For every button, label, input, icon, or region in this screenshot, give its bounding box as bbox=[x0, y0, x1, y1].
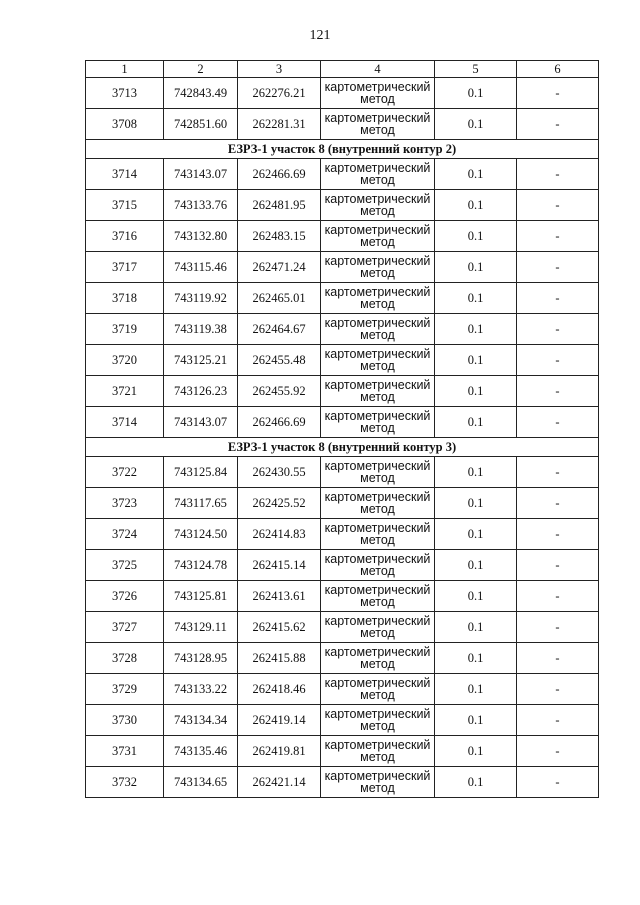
method-cell bbox=[321, 252, 435, 283]
point-number-cell: 3729 bbox=[86, 674, 164, 705]
table-row bbox=[86, 550, 599, 581]
method-line-1: картометрический bbox=[324, 191, 431, 206]
accuracy-cell: 0.1 bbox=[435, 643, 517, 674]
method-line-1: картометрический bbox=[324, 675, 431, 690]
accuracy-cell: 0.1 bbox=[435, 283, 517, 314]
column-header: 6 bbox=[517, 61, 599, 78]
y-coordinate-cell: 262483.15 bbox=[238, 221, 321, 252]
method-line-1: картометрический bbox=[324, 222, 431, 237]
method-line-1: картометрический bbox=[324, 346, 431, 361]
x-coordinate-cell: 743124.50 bbox=[164, 519, 238, 550]
table-row bbox=[86, 705, 599, 736]
method-line-2: метод bbox=[360, 595, 395, 609]
coordinates-table-body bbox=[86, 61, 599, 798]
point-number-cell: 3722 bbox=[86, 457, 164, 488]
note-cell: - bbox=[517, 314, 599, 345]
x-coordinate-cell: 743132.80 bbox=[164, 221, 238, 252]
table-row bbox=[86, 314, 599, 345]
method-cell bbox=[321, 283, 435, 314]
table-row bbox=[86, 519, 599, 550]
x-coordinate-cell: 743119.38 bbox=[164, 314, 238, 345]
method-line-1: картометрический bbox=[324, 315, 431, 330]
method-cell bbox=[321, 519, 435, 550]
method-line-1: картометрический bbox=[324, 582, 431, 597]
table-row bbox=[86, 252, 599, 283]
point-number-cell: 3720 bbox=[86, 345, 164, 376]
method-cell bbox=[321, 407, 435, 438]
column-header: 4 bbox=[321, 61, 435, 78]
method-cell bbox=[321, 550, 435, 581]
x-coordinate-cell: 743133.76 bbox=[164, 190, 238, 221]
note-cell: - bbox=[517, 221, 599, 252]
x-coordinate-cell: 743143.07 bbox=[164, 159, 238, 190]
y-coordinate-cell: 262418.46 bbox=[238, 674, 321, 705]
method-line-1: картометрический bbox=[324, 110, 431, 125]
column-header: 3 bbox=[238, 61, 321, 78]
x-coordinate-cell: 743129.11 bbox=[164, 612, 238, 643]
accuracy-cell: 0.1 bbox=[435, 736, 517, 767]
note-cell: - bbox=[517, 407, 599, 438]
table-row bbox=[86, 767, 599, 798]
x-coordinate-cell: 743143.07 bbox=[164, 407, 238, 438]
table-row bbox=[86, 581, 599, 612]
method-line-1: картометрический bbox=[324, 160, 431, 175]
note-cell: - bbox=[517, 283, 599, 314]
accuracy-cell: 0.1 bbox=[435, 767, 517, 798]
method-cell bbox=[321, 221, 435, 252]
method-line-2: метод bbox=[360, 92, 395, 106]
y-coordinate-cell: 262455.92 bbox=[238, 376, 321, 407]
method-line-1: картометрический bbox=[324, 737, 431, 752]
method-line-1: картометрический bbox=[324, 458, 431, 473]
point-number-cell: 3732 bbox=[86, 767, 164, 798]
method-line-2: метод bbox=[360, 173, 395, 187]
section-title: ЕЗРЗ-1 участок 8 (внутренний контур 3) bbox=[86, 438, 599, 457]
y-coordinate-cell: 262415.62 bbox=[238, 612, 321, 643]
x-coordinate-cell: 743125.84 bbox=[164, 457, 238, 488]
x-coordinate-cell: 743126.23 bbox=[164, 376, 238, 407]
section-title: ЕЗРЗ-1 участок 8 (внутренний контур 2) bbox=[86, 140, 599, 159]
x-coordinate-cell: 743125.21 bbox=[164, 345, 238, 376]
method-line-1: картометрический bbox=[324, 489, 431, 504]
method-line-2: метод bbox=[360, 328, 395, 342]
note-cell: - bbox=[517, 736, 599, 767]
x-coordinate-cell: 743135.46 bbox=[164, 736, 238, 767]
note-cell: - bbox=[517, 190, 599, 221]
method-cell bbox=[321, 488, 435, 519]
y-coordinate-cell: 262471.24 bbox=[238, 252, 321, 283]
method-cell bbox=[321, 345, 435, 376]
note-cell: - bbox=[517, 488, 599, 519]
y-coordinate-cell: 262455.48 bbox=[238, 345, 321, 376]
point-number-cell: 3718 bbox=[86, 283, 164, 314]
method-cell bbox=[321, 612, 435, 643]
accuracy-cell: 0.1 bbox=[435, 674, 517, 705]
method-line-2: метод bbox=[360, 204, 395, 218]
method-line-1: картометрический bbox=[324, 768, 431, 783]
accuracy-cell: 0.1 bbox=[435, 109, 517, 140]
method-cell bbox=[321, 109, 435, 140]
x-coordinate-cell: 743134.65 bbox=[164, 767, 238, 798]
accuracy-cell: 0.1 bbox=[435, 705, 517, 736]
note-cell: - bbox=[517, 612, 599, 643]
y-coordinate-cell: 262466.69 bbox=[238, 159, 321, 190]
accuracy-cell: 0.1 bbox=[435, 190, 517, 221]
note-cell: - bbox=[517, 550, 599, 581]
note-cell: - bbox=[517, 643, 599, 674]
page-number: 121 bbox=[309, 28, 331, 43]
x-coordinate-cell: 743119.92 bbox=[164, 283, 238, 314]
y-coordinate-cell: 262425.52 bbox=[238, 488, 321, 519]
accuracy-cell: 0.1 bbox=[435, 457, 517, 488]
method-cell bbox=[321, 643, 435, 674]
point-number-cell: 3719 bbox=[86, 314, 164, 345]
note-cell: - bbox=[517, 252, 599, 283]
table-row bbox=[86, 283, 599, 314]
method-line-1: картометрический bbox=[324, 644, 431, 659]
y-coordinate-cell: 262419.81 bbox=[238, 736, 321, 767]
method-cell bbox=[321, 159, 435, 190]
y-coordinate-cell: 262430.55 bbox=[238, 457, 321, 488]
accuracy-cell: 0.1 bbox=[435, 612, 517, 643]
section-header-row bbox=[86, 438, 599, 457]
y-coordinate-cell: 262465.01 bbox=[238, 283, 321, 314]
accuracy-cell: 0.1 bbox=[435, 376, 517, 407]
table-row bbox=[86, 488, 599, 519]
table-row bbox=[86, 109, 599, 140]
x-coordinate-cell: 743134.34 bbox=[164, 705, 238, 736]
point-number-cell: 3724 bbox=[86, 519, 164, 550]
method-cell bbox=[321, 581, 435, 612]
point-number-cell: 3725 bbox=[86, 550, 164, 581]
y-coordinate-cell: 262414.83 bbox=[238, 519, 321, 550]
method-line-2: метод bbox=[360, 421, 395, 435]
table-row bbox=[86, 221, 599, 252]
table-row bbox=[86, 407, 599, 438]
point-number-cell: 3714 bbox=[86, 159, 164, 190]
point-number-cell: 3727 bbox=[86, 612, 164, 643]
method-line-2: метод bbox=[360, 502, 395, 516]
method-line-2: метод bbox=[360, 359, 395, 373]
method-line-2: метод bbox=[360, 781, 395, 795]
method-line-2: метод bbox=[360, 657, 395, 671]
note-cell: - bbox=[517, 519, 599, 550]
column-header: 5 bbox=[435, 61, 517, 78]
accuracy-cell: 0.1 bbox=[435, 252, 517, 283]
method-line-1: картометрический bbox=[324, 377, 431, 392]
table-row bbox=[86, 457, 599, 488]
y-coordinate-cell: 262421.14 bbox=[238, 767, 321, 798]
table-row bbox=[86, 736, 599, 767]
y-coordinate-cell: 262281.31 bbox=[238, 109, 321, 140]
section-header-row bbox=[86, 140, 599, 159]
x-coordinate-cell: 743128.95 bbox=[164, 643, 238, 674]
y-coordinate-cell: 262415.88 bbox=[238, 643, 321, 674]
method-line-1: картометрический bbox=[324, 79, 431, 94]
accuracy-cell: 0.1 bbox=[435, 314, 517, 345]
note-cell: - bbox=[517, 345, 599, 376]
method-line-2: метод bbox=[360, 750, 395, 764]
method-line-2: метод bbox=[360, 235, 395, 249]
method-cell bbox=[321, 457, 435, 488]
table-row bbox=[86, 376, 599, 407]
column-header: 2 bbox=[164, 61, 238, 78]
point-number-cell: 3728 bbox=[86, 643, 164, 674]
method-cell bbox=[321, 78, 435, 109]
note-cell: - bbox=[517, 705, 599, 736]
y-coordinate-cell: 262464.67 bbox=[238, 314, 321, 345]
table-row bbox=[86, 674, 599, 705]
point-number-cell: 3714 bbox=[86, 407, 164, 438]
method-line-2: метод bbox=[360, 266, 395, 280]
note-cell: - bbox=[517, 376, 599, 407]
coordinates-table bbox=[85, 60, 599, 798]
method-line-1: картометрический bbox=[324, 520, 431, 535]
method-line-1: картометрический bbox=[324, 253, 431, 268]
method-line-1: картометрический bbox=[324, 613, 431, 628]
point-number-cell: 3726 bbox=[86, 581, 164, 612]
point-number-cell: 3721 bbox=[86, 376, 164, 407]
method-line-2: метод bbox=[360, 390, 395, 404]
method-cell bbox=[321, 767, 435, 798]
method-line-1: картометрический bbox=[324, 284, 431, 299]
point-number-cell: 3723 bbox=[86, 488, 164, 519]
point-number-cell: 3708 bbox=[86, 109, 164, 140]
column-header: 1 bbox=[86, 61, 164, 78]
accuracy-cell: 0.1 bbox=[435, 519, 517, 550]
method-cell bbox=[321, 314, 435, 345]
method-cell bbox=[321, 190, 435, 221]
table-row bbox=[86, 345, 599, 376]
method-line-2: метод bbox=[360, 564, 395, 578]
x-coordinate-cell: 743125.81 bbox=[164, 581, 238, 612]
y-coordinate-cell: 262413.61 bbox=[238, 581, 321, 612]
note-cell: - bbox=[517, 581, 599, 612]
point-number-cell: 3715 bbox=[86, 190, 164, 221]
accuracy-cell: 0.1 bbox=[435, 159, 517, 190]
method-line-2: метод bbox=[360, 123, 395, 137]
accuracy-cell: 0.1 bbox=[435, 488, 517, 519]
accuracy-cell: 0.1 bbox=[435, 345, 517, 376]
x-coordinate-cell: 742851.60 bbox=[164, 109, 238, 140]
y-coordinate-cell: 262481.95 bbox=[238, 190, 321, 221]
note-cell: - bbox=[517, 78, 599, 109]
x-coordinate-cell: 742843.49 bbox=[164, 78, 238, 109]
method-line-1: картометрический bbox=[324, 706, 431, 721]
table-row bbox=[86, 190, 599, 221]
point-number-cell: 3730 bbox=[86, 705, 164, 736]
method-line-2: метод bbox=[360, 719, 395, 733]
y-coordinate-cell: 262419.14 bbox=[238, 705, 321, 736]
accuracy-cell: 0.1 bbox=[435, 78, 517, 109]
method-cell bbox=[321, 736, 435, 767]
table-row bbox=[86, 78, 599, 109]
x-coordinate-cell: 743124.78 bbox=[164, 550, 238, 581]
method-cell bbox=[321, 674, 435, 705]
method-cell bbox=[321, 705, 435, 736]
note-cell: - bbox=[517, 767, 599, 798]
method-line-2: метод bbox=[360, 471, 395, 485]
y-coordinate-cell: 262415.14 bbox=[238, 550, 321, 581]
point-number-cell: 3731 bbox=[86, 736, 164, 767]
note-cell: - bbox=[517, 109, 599, 140]
accuracy-cell: 0.1 bbox=[435, 407, 517, 438]
table-row bbox=[86, 612, 599, 643]
note-cell: - bbox=[517, 159, 599, 190]
accuracy-cell: 0.1 bbox=[435, 581, 517, 612]
method-line-2: метод bbox=[360, 297, 395, 311]
accuracy-cell: 0.1 bbox=[435, 550, 517, 581]
method-line-2: метод bbox=[360, 688, 395, 702]
method-line-1: картометрический bbox=[324, 551, 431, 566]
note-cell: - bbox=[517, 674, 599, 705]
column-header-row bbox=[86, 61, 599, 78]
accuracy-cell: 0.1 bbox=[435, 221, 517, 252]
x-coordinate-cell: 743133.22 bbox=[164, 674, 238, 705]
y-coordinate-cell: 262466.69 bbox=[238, 407, 321, 438]
method-line-2: метод bbox=[360, 533, 395, 547]
method-line-2: метод bbox=[360, 626, 395, 640]
table-row bbox=[86, 159, 599, 190]
point-number-cell: 3716 bbox=[86, 221, 164, 252]
x-coordinate-cell: 743117.65 bbox=[164, 488, 238, 519]
method-cell bbox=[321, 376, 435, 407]
x-coordinate-cell: 743115.46 bbox=[164, 252, 238, 283]
y-coordinate-cell: 262276.21 bbox=[238, 78, 321, 109]
method-line-1: картометрический bbox=[324, 408, 431, 423]
table-row bbox=[86, 643, 599, 674]
point-number-cell: 3713 bbox=[86, 78, 164, 109]
note-cell: - bbox=[517, 457, 599, 488]
point-number-cell: 3717 bbox=[86, 252, 164, 283]
